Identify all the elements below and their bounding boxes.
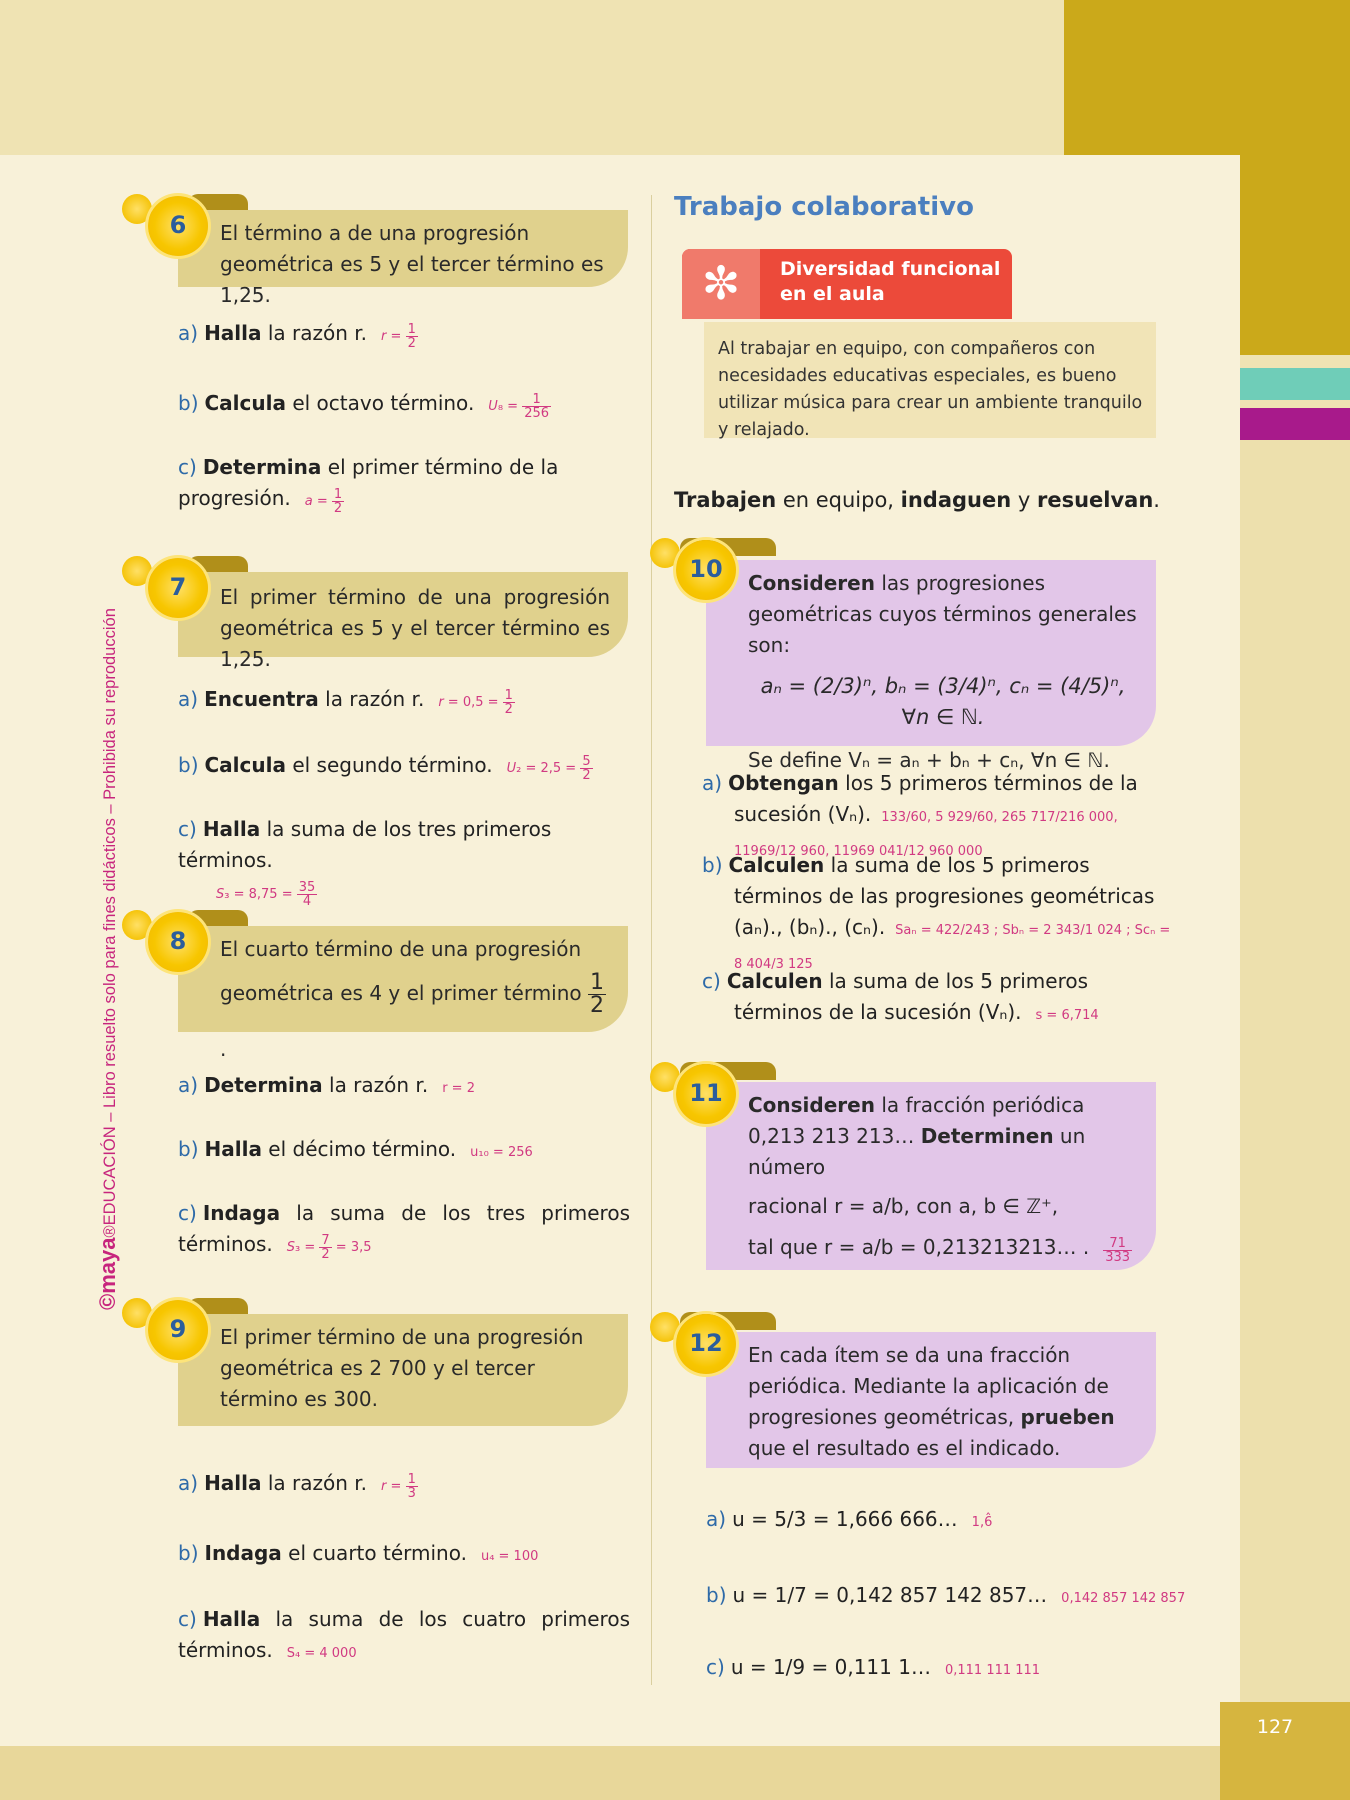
item-label: b) xyxy=(706,1583,727,1607)
item-text: la razón r. xyxy=(261,321,368,345)
answer-note: r = 0,5 = $\frac{1}{2}$ xyxy=(438,688,513,717)
problem-7-statement: El primer término de una progresión geométrica es 5 y el tercer término es 1,25. xyxy=(178,572,628,657)
problem-9-statement: El primer término de una progresión geométrica es 2 700 y el tercer término es 300. xyxy=(178,1314,628,1426)
item-verb: Halla xyxy=(204,1471,262,1495)
problem-9-item-b xyxy=(178,1538,538,1572)
item-text: la razón r. xyxy=(261,1471,368,1495)
item-text: la suma de los tres primeros términos. xyxy=(178,1201,630,1256)
problem-8-item-c xyxy=(178,1198,630,1263)
item-expression: u = 5/3 = 1,666 666… xyxy=(732,1507,958,1531)
item-label: c) xyxy=(178,1607,197,1631)
item-expression: u = 1/9 = 0,111 1… xyxy=(730,1655,931,1679)
answer-note: 0,111 111 111 xyxy=(944,1663,1041,1678)
problem-11-badge xyxy=(676,1064,736,1124)
item-verb: Calculen xyxy=(726,969,823,993)
statement-line: racional r = a/b, con a, b ∈ ℤ⁺, xyxy=(748,1194,1059,1218)
answer-note: a = $\frac{1}{2}$ xyxy=(304,487,343,516)
problem-6-statement: El término a de una progresión geométrica es 5 y el tercer término es 1,25. xyxy=(178,210,628,287)
statement-line: geométrica es 4 y el primer término xyxy=(220,981,582,1005)
item-label: c) xyxy=(706,1655,725,1679)
item-verb: Indaga xyxy=(202,1201,281,1225)
item-verb: Halla xyxy=(204,1137,262,1161)
problem-8-badge xyxy=(148,912,208,972)
item-verb: Indaga xyxy=(204,1541,282,1565)
item-verb: Encuentra xyxy=(204,687,319,711)
item-label: a) xyxy=(702,771,723,795)
brand-logo-text: ©maya xyxy=(95,1237,120,1310)
copyright-text: ®EDUCACIÓN – Libro resuelto solo para fines didácticos – Prohibida su reproducción xyxy=(101,608,119,1238)
problem-10-item-c xyxy=(702,966,1162,1031)
problem-12-item-c xyxy=(706,1652,1040,1686)
answer-note: U₈ = $\frac{1}{256}$ xyxy=(488,392,550,421)
problem-10-badge xyxy=(676,540,736,600)
section-title: Trabajo colaborativo xyxy=(674,192,974,222)
item-verb: Calculen xyxy=(728,853,825,877)
item-verb: Halla xyxy=(204,321,262,345)
answer-note: S₃ = 8,75 = $\frac{35}{4}$ xyxy=(216,880,316,909)
problem-12-item-b xyxy=(706,1580,1185,1614)
problem-number: 10 xyxy=(689,555,723,583)
problem-6-badge xyxy=(148,196,208,256)
asterisk-flower-icon: ✼ xyxy=(701,256,741,310)
item-expression: u = 1/7 = 0,142 857 142 857… xyxy=(732,1583,1048,1607)
problem-7-item-b xyxy=(178,750,593,784)
problem-12-item-a xyxy=(706,1504,992,1538)
item-text: el décimo término. xyxy=(261,1137,457,1161)
item-label: b) xyxy=(178,1137,199,1161)
problem-number: 8 xyxy=(169,927,187,955)
item-verb: Calcula xyxy=(204,391,286,415)
answer-note: 133/60, 5 929/60, 265 717/216 000, 11969/12 960, 11969 041/12 960 000 xyxy=(734,810,1118,859)
item-label: a) xyxy=(178,321,199,345)
item-label: b) xyxy=(178,753,199,777)
item-label: b) xyxy=(702,853,723,877)
item-verb: Calcula xyxy=(204,753,286,777)
problem-6-item-b xyxy=(178,388,551,422)
diversity-note: Al trabajar en equipo, con compañeros con necesidades educativas especiales, es bueno utilizar música para crear un ambiente tranquilo y relajado. xyxy=(704,322,1156,438)
item-label: c) xyxy=(178,1201,197,1225)
answer-note: U₂ = 2,5 = $\frac{5}{2}$ xyxy=(506,754,591,783)
item-text: la razón r. xyxy=(322,1073,429,1097)
problem-12-badge xyxy=(676,1314,736,1374)
top-band xyxy=(0,0,1064,155)
item-verb: Obtengan xyxy=(728,771,839,795)
problem-7-badge xyxy=(148,558,208,618)
item-label: c) xyxy=(178,817,197,841)
section-tab-magenta[interactable] xyxy=(1240,408,1350,440)
statement-fraction: $\frac{1}{2}$ xyxy=(590,970,604,1018)
problem-6-item-c xyxy=(178,452,598,517)
item-text: la razón r. xyxy=(318,687,425,711)
right-margin-strip xyxy=(1240,440,1350,1702)
problem-11-statement: Consideren la fracción periódica 0,213 213 213… Determinen un número racional r = a/b, con a, b ∈ ℤ⁺, tal que r = a/b = 0,213213213… . $\frac{71}{333}$ xyxy=(706,1082,1156,1270)
answer-note: r = 2 xyxy=(442,1081,475,1096)
answer-note: Saₙ = 422/243 ; Sbₙ = 2 343/1 024 ; Scₙ = 8 404/3 125 xyxy=(734,923,1171,972)
section-tab-teal[interactable] xyxy=(1240,368,1350,400)
item-text: el primer término de la progresión. xyxy=(178,455,559,510)
problem-number: 11 xyxy=(689,1079,723,1107)
problem-6-item-a xyxy=(178,318,418,352)
item-label: a) xyxy=(178,1471,199,1495)
answer-note: r = $\frac{1}{3}$ xyxy=(381,1472,416,1501)
item-text: la suma de los 5 primeros términos de las progresiones geométricas (aₙ)., (bₙ)., (cₙ). xyxy=(734,853,1155,939)
statement-line: tal que r = a/b = 0,213213213… . $\frac{71}{333}$ xyxy=(748,1235,1131,1265)
problem-8-item-b xyxy=(178,1134,533,1168)
copyright-notice xyxy=(95,608,121,1310)
group-instruction: Trabajen en equipo, indaguen y resuelvan. xyxy=(674,488,1160,512)
item-label: c) xyxy=(178,455,197,479)
item-text: el cuarto término. xyxy=(281,1541,467,1565)
answer-note: $\frac{71}{333}$ xyxy=(1105,1236,1131,1265)
problem-8-item-a xyxy=(178,1070,475,1104)
item-label: a) xyxy=(706,1507,727,1531)
item-label: a) xyxy=(178,687,199,711)
answer-note: u₁₀ = 256 xyxy=(470,1145,533,1160)
problem-7-item-c xyxy=(178,814,638,910)
item-label: a) xyxy=(178,1073,199,1097)
item-label: c) xyxy=(702,969,721,993)
item-verb: Halla xyxy=(202,817,261,841)
problem-8-statement: El cuarto término de una progresión geométrica es 4 y el primer término $\frac{1}{2}$ . xyxy=(178,926,628,1032)
answer-note: r = $\frac{1}{2}$ xyxy=(381,322,416,351)
item-text: la suma de los 5 primeros términos de la sucesión (Vₙ). xyxy=(734,969,1089,1024)
problem-12-statement: En cada ítem se da una fracción periódica. Mediante la aplicación de progresiones geométricas, prueben que el resultado es el indicado. xyxy=(706,1332,1156,1468)
problem-number: 6 xyxy=(169,211,187,239)
answer-note: 0,142 857 142 857 xyxy=(1061,1591,1186,1606)
problem-9-item-a xyxy=(178,1468,418,1502)
formula: aₙ = (2/3)ⁿ, bₙ = (3/4)ⁿ, cₙ = (4/5)ⁿ, ∀n ∈ ℕ. xyxy=(760,674,1126,729)
item-text: el segundo término. xyxy=(285,753,493,777)
problem-number: 7 xyxy=(169,573,187,601)
problem-9-item-c xyxy=(178,1604,630,1669)
answer-note: s = 6,714 xyxy=(1035,1008,1099,1023)
answer-note: u₄ = 100 xyxy=(480,1549,539,1564)
item-text: el octavo término. xyxy=(285,391,475,415)
column-divider xyxy=(651,195,652,1685)
answer-note: S₃ = $\frac{7}{2}$ = 3,5 xyxy=(286,1233,372,1262)
item-verb: Determina xyxy=(202,455,322,479)
problem-9-badge xyxy=(148,1300,208,1360)
statement-line: El cuarto término de una progresión xyxy=(220,937,582,961)
item-text: la suma de los cuatro primeros términos. xyxy=(178,1607,630,1662)
problem-10-item-b xyxy=(702,850,1172,980)
diversity-title: Diversidad funcional en el aula xyxy=(780,258,1001,305)
item-verb: Determina xyxy=(204,1073,323,1097)
problem-7-item-a xyxy=(178,684,515,718)
problem-number: 9 xyxy=(169,1315,187,1343)
answer-note: S₄ = 4 000 xyxy=(286,1646,357,1661)
answer-note: 1,6̂ xyxy=(971,1515,993,1530)
item-verb: Halla xyxy=(202,1607,261,1631)
definition: Se define Vₙ = aₙ + bₙ + cₙ, ∀n ∈ ℕ. xyxy=(748,748,1110,772)
item-text: los 5 primeros términos de la sucesión (Vₙ). xyxy=(734,771,1138,826)
bottom-band xyxy=(0,1746,1350,1800)
page-number: 127 xyxy=(1256,1716,1294,1738)
item-text: la suma de los tres primeros términos. xyxy=(178,817,552,872)
item-label: b) xyxy=(178,1541,199,1565)
problem-number: 12 xyxy=(689,1329,723,1357)
problem-10-statement: Consideren las progresiones geométricas cuyos términos generales son: aₙ = (2/3)ⁿ, bₙ = (3/4)ⁿ, cₙ = (4/5)ⁿ, ∀n ∈ ℕ. Se define Vₙ = aₙ + bₙ + cₙ, ∀n ∈ ℕ. xyxy=(706,560,1156,746)
item-label: b) xyxy=(178,391,199,415)
